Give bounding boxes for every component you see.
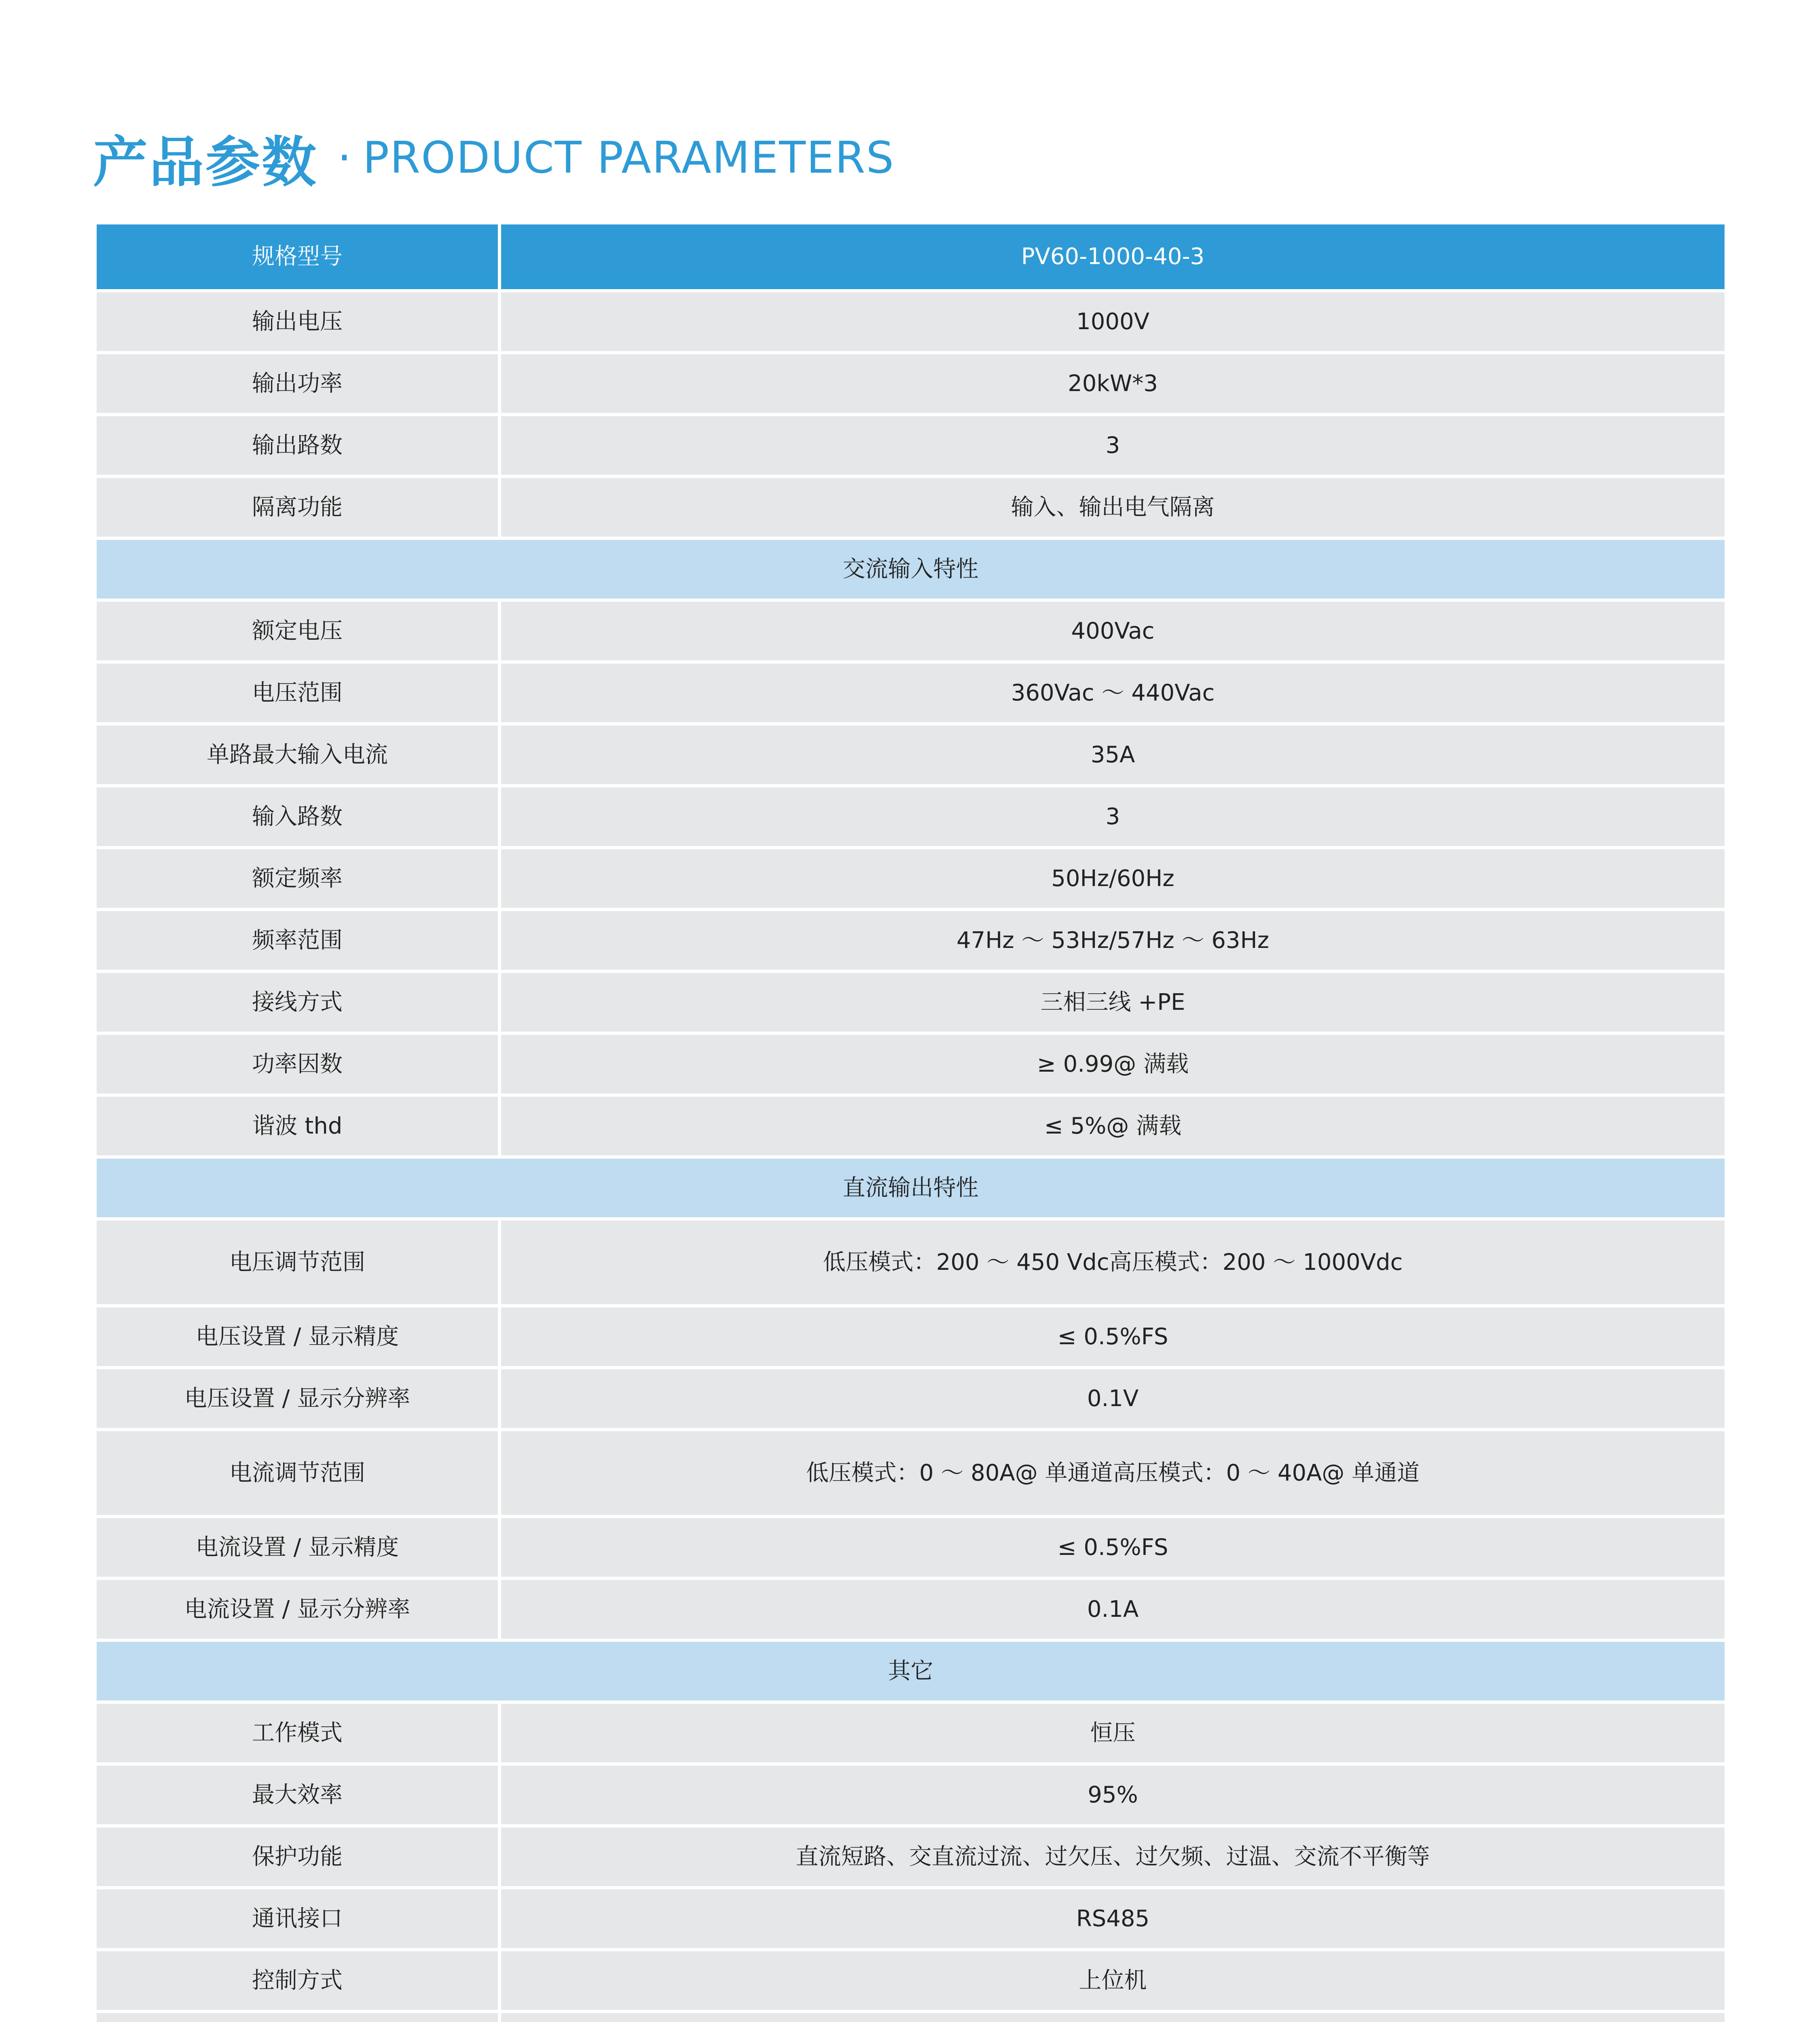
param-label: 单路最大输入电流 (97, 725, 501, 784)
table-row (97, 1369, 1725, 1431)
param-label: 隔离功能 (97, 478, 501, 537)
param-label: 保护功能 (97, 1827, 501, 1886)
table-row (97, 1580, 1725, 1642)
param-label: 最大效率 (97, 1766, 501, 1824)
title-english: PRODUCT PARAMETERS (362, 132, 895, 183)
param-label: 电流设置 / 显示精度 (97, 1518, 501, 1577)
param-label: 电压调节范围 (97, 1220, 501, 1304)
param-value-line: 高压模式：0 ～ 40A@ 单通道 (1113, 1459, 1420, 1486)
table-row (97, 1431, 1725, 1518)
param-value: 35A (1090, 741, 1135, 768)
table-row (97, 1035, 1725, 1097)
param-value: ≤ 0.5%FS (1057, 1534, 1168, 1561)
table-row (97, 1097, 1725, 1159)
table-row (97, 292, 1725, 354)
param-label (97, 2013, 501, 2022)
section-header-row (97, 1159, 1725, 1220)
table-row (97, 1766, 1725, 1827)
table-row (97, 1307, 1725, 1369)
table-row (97, 1951, 1725, 2013)
param-value: 20kW*3 (1068, 370, 1158, 397)
param-value (501, 1220, 1725, 1304)
param-label: 谐波 thd (97, 1097, 501, 1155)
section-title: 交流输入特性 (842, 556, 979, 582)
param-value-line: 高压模式：200 ～ 1000Vdc (1109, 1249, 1403, 1275)
param-value (501, 2013, 1725, 2022)
param-value: 0.1A (1087, 1596, 1139, 1622)
param-value-line: 低压模式：0 ～ 80A@ 单通道 (806, 1459, 1113, 1486)
param-label: 电流调节范围 (97, 1431, 501, 1515)
param-value-line: 低压模式：200 ～ 450 Vdc (823, 1249, 1109, 1275)
section-header-row (97, 1642, 1725, 1704)
param-value: 上位机 (1079, 1967, 1147, 1994)
param-label: 接线方式 (97, 973, 501, 1032)
param-label: 控制方式 (97, 1951, 501, 2010)
param-value: 47Hz ～ 53Hz/57Hz ～ 63Hz (956, 927, 1270, 954)
title-separator: · (337, 132, 351, 184)
header-value-cell: PV60-1000-40-3 (1021, 243, 1205, 270)
param-value: ≤ 5%@ 满载 (1044, 1113, 1182, 1139)
table-row (97, 1827, 1725, 1889)
param-label: 输出功率 (97, 354, 501, 413)
table-row (97, 416, 1725, 478)
table-row (97, 787, 1725, 849)
param-value: 95% (1088, 1781, 1138, 1808)
table-row (97, 2013, 1725, 2022)
section-title: 直流输出特性 (842, 1174, 979, 1201)
page-header (93, 117, 895, 198)
table-row (97, 1704, 1725, 1766)
table-row (97, 1518, 1725, 1580)
header-label-cell: 规格型号 (97, 224, 501, 289)
table-row (97, 973, 1725, 1035)
param-value: ≥ 0.99@ 满载 (1037, 1051, 1189, 1077)
param-value: 3 (1105, 432, 1120, 459)
table-row (97, 354, 1725, 416)
param-label: 通讯接口 (97, 1889, 501, 1948)
param-label: 工作模式 (97, 1704, 501, 1762)
param-label: 电压设置 / 显示精度 (97, 1307, 501, 1366)
table-row (97, 478, 1725, 540)
param-value: 0.1V (1087, 1385, 1139, 1412)
table-row (97, 849, 1725, 911)
table-row (97, 725, 1725, 787)
param-value: RS485 (1076, 1905, 1150, 1932)
param-label: 频率范围 (97, 911, 501, 970)
param-value: 50Hz/60Hz (1051, 865, 1175, 892)
section-title: 其它 (888, 1658, 933, 1684)
param-label: 电压设置 / 显示分辨率 (97, 1369, 501, 1428)
param-value: 1000V (1076, 308, 1149, 335)
param-label: 输出电压 (97, 292, 501, 351)
param-label: 输入路数 (97, 787, 501, 846)
param-label: 输出路数 (97, 416, 501, 475)
table-row (97, 1220, 1725, 1307)
param-label: 电流设置 / 显示分辨率 (97, 1580, 501, 1639)
section-header-row (97, 540, 1725, 602)
table-row (97, 602, 1725, 664)
param-value (501, 1431, 1725, 1515)
param-value: 360Vac ～ 440Vac (1011, 679, 1215, 706)
param-label: 额定电压 (97, 602, 501, 660)
parameter-table (97, 224, 1725, 2022)
param-label: 额定频率 (97, 849, 501, 908)
title-chinese: 产品参数 (93, 131, 318, 194)
param-value: 输入、输出电气隔离 (1011, 494, 1215, 520)
param-value: 恒压 (1090, 1720, 1136, 1746)
table-row (97, 1889, 1725, 1951)
param-value: 直流短路、交直流过流、过欠压、过欠频、过温、交流不平衡等 (796, 1843, 1430, 1870)
param-value: 3 (1105, 803, 1120, 830)
param-value: 400Vac (1071, 618, 1155, 644)
param-value: 三相三线 +PE (1040, 989, 1185, 1015)
param-label: 功率因数 (97, 1035, 501, 1093)
param-label: 电压范围 (97, 664, 501, 722)
table-row (97, 911, 1725, 973)
table-header-row (97, 224, 1725, 292)
param-value: ≤ 0.5%FS (1057, 1323, 1168, 1350)
table-row (97, 664, 1725, 725)
